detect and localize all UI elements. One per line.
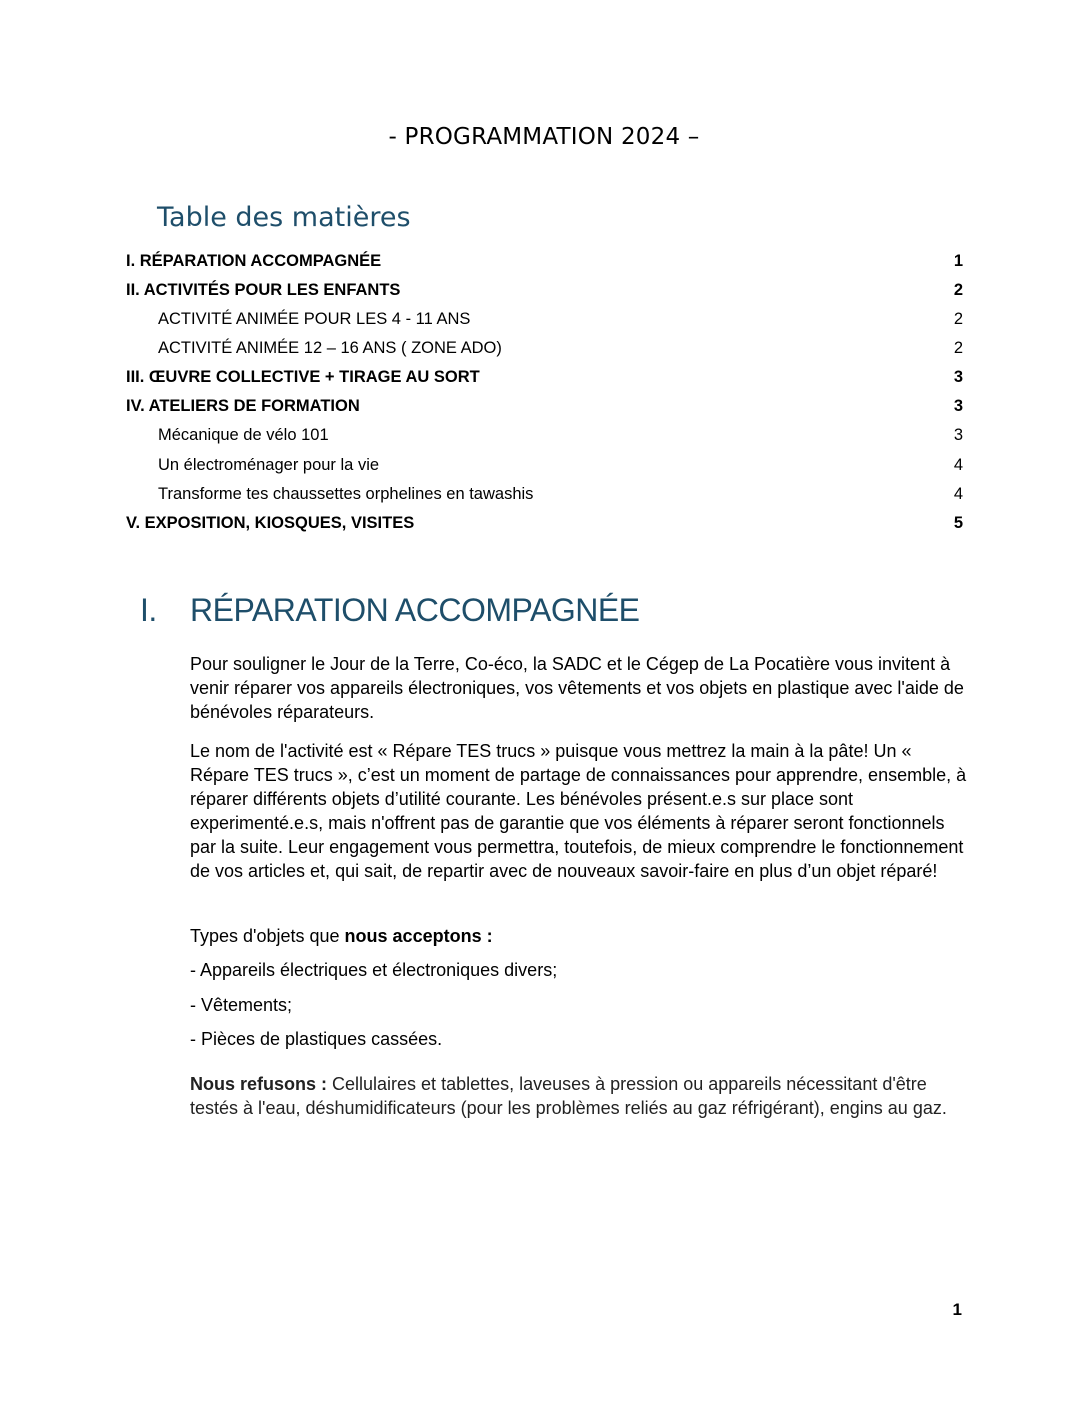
- toc-entry-page: 5: [953, 514, 963, 532]
- toc-entry-page: 2: [953, 339, 963, 357]
- toc-entry-text: II. ACTIVITÉS POUR LES ENFANTS: [126, 281, 401, 299]
- refused-text: Cellulaires et tablettes, laveuses à pression ou appareils nécessitant d'être testés à l'eau, déshumidificateurs (pour les problèmes reliés au gaz réfrigérant), engins au gaz.: [190, 1074, 947, 1118]
- toc-entry-text: IV. ATELIERS DE FORMATION: [126, 397, 360, 415]
- accepted-intro-bold: nous acceptons :: [344, 926, 493, 946]
- toc-entry-page: 3: [953, 397, 963, 415]
- toc-entry-text: V. EXPOSITION, KIOSQUES, VISITES: [126, 514, 415, 532]
- description-paragraph: Le nom de l'activité est « Répare TES trucs » puisque vous mettrez la main à la pâte! Un « Répare TES trucs », c’est un moment de partage de connaissances pour apprendre, ensemble, à réparer différents objets d’utilité courante. Les bénévoles présent.e.s sur place sont experimenté.e.s, mais n'offrent pas de garantie que vos éléments à réparer seront fonctionnels par la suite. Leur engagement vous permettra, toutefois, de mieux comprendre le fonctionnement de vos articles et, qui sait, de repartir avec de nouveaux savoir-faire en plus d’un objet réparé!: [190, 741, 967, 881]
- accepted-intro-text: Types d'objets que: [190, 926, 345, 946]
- refused-paragraph: [190, 1072, 970, 1120]
- section-number: I.: [140, 592, 157, 628]
- section-heading: [140, 592, 640, 629]
- refused-label: Nous refusons :: [190, 1074, 328, 1094]
- toc-entry-text: ACTIVITÉ ANIMÉE POUR LES 4 - 11 ANS: [158, 310, 471, 328]
- document-title: - PROGRAMMATION 2024 –: [388, 124, 700, 150]
- toc-entry-text: Mécanique de vélo 101: [158, 426, 329, 444]
- accepted-item: - Appareils électriques et électroniques divers;: [190, 960, 558, 980]
- toc-entry-page: 4: [953, 485, 963, 503]
- toc-entry-text: ACTIVITÉ ANIMÉE 12 – 16 ANS ( ZONE ADO): [158, 339, 502, 357]
- accepted-item: - Vêtements;: [190, 995, 293, 1015]
- toc-entry-page: 3: [953, 368, 963, 386]
- toc-entry-page: 2: [953, 310, 963, 328]
- toc-heading: Table des matières: [157, 202, 411, 233]
- toc-entry-page: 4: [953, 456, 963, 474]
- toc-entry-text: III. ŒUVRE COLLECTIVE + TIRAGE AU SORT: [126, 368, 480, 386]
- toc-entry-text: Un électroménager pour la vie: [158, 456, 380, 474]
- intro-paragraph: Pour souligner le Jour de la Terre, Co-éco, la SADC et le Cégep de La Pocatière vous invitent à venir réparer vos appareils électroniques, vos vêtements et vos objets en plastique avec l'aide de bénévoles réparateurs.: [190, 654, 964, 722]
- toc-entry-page: 3: [953, 426, 963, 444]
- section-title: RÉPARATION ACCOMPAGNÉE: [190, 592, 640, 628]
- toc-entry-page: 2: [953, 281, 963, 299]
- accepted-item: - Pièces de plastiques cassées.: [190, 1029, 443, 1049]
- accepted-intro: [190, 924, 970, 948]
- toc-entry-text: I. RÉPARATION ACCOMPAGNÉE: [126, 252, 382, 270]
- toc-entry-page: 1: [953, 252, 963, 270]
- page-number: 1: [952, 1300, 962, 1319]
- toc-entry-text: Transforme tes chaussettes orphelines en tawashis: [158, 485, 534, 503]
